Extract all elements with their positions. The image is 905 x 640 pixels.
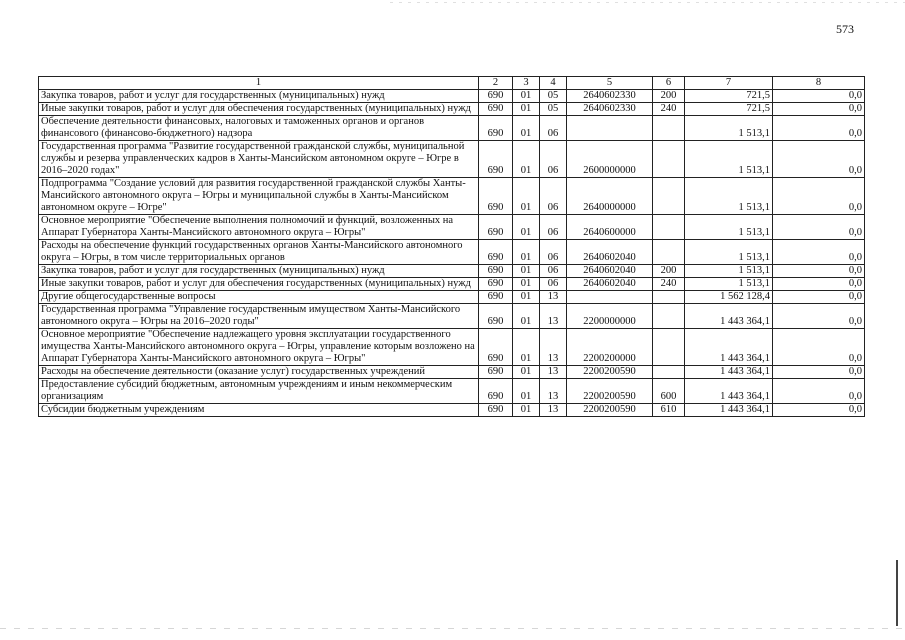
table-row (39, 90, 865, 103)
table-row (39, 379, 865, 404)
row-code-vr (653, 116, 685, 141)
row-code-vr: 610 (653, 404, 685, 417)
row-amount-2: 0,0 (773, 141, 865, 178)
table-row (39, 329, 865, 366)
row-code-csr (567, 116, 653, 141)
table-row (39, 366, 865, 379)
row-code-csr: 2600000000 (567, 141, 653, 178)
row-name: Иные закупки товаров, работ и услуг для обеспечения государственных (муниципальных) нужд (39, 103, 479, 116)
row-amount: 1 513,1 (685, 215, 773, 240)
row-name: Другие общегосударственные вопросы (39, 291, 479, 304)
row-amount-2: 0,0 (773, 379, 865, 404)
row-amount-2: 0,0 (773, 404, 865, 417)
row-code-vr (653, 291, 685, 304)
row-code-csr: 2640602330 (567, 103, 653, 116)
table-body (39, 90, 865, 417)
row-amount: 1 513,1 (685, 116, 773, 141)
row-code-pr: 13 (540, 329, 567, 366)
row-code-ved: 690 (479, 90, 513, 103)
row-name: Основное мероприятие "Обеспечение надлежащего уровня эксплуатации государственного имущества Ханты-Мансийского автономного округа – Югры, управление которым возложено на Аппарат Губернатора Ханты-Мансийского автономного округа – Югры" (39, 329, 479, 366)
row-code-rz: 01 (513, 265, 540, 278)
row-code-pr: 13 (540, 379, 567, 404)
row-code-pr: 06 (540, 240, 567, 265)
row-name: Иные закупки товаров, работ и услуг для обеспечения государственных (муниципальных) нужд (39, 278, 479, 291)
row-code-ved: 690 (479, 329, 513, 366)
column-header: 2 (479, 77, 513, 90)
row-amount: 1 513,1 (685, 278, 773, 291)
row-code-rz: 01 (513, 366, 540, 379)
row-code-ved: 690 (479, 141, 513, 178)
row-code-ved: 690 (479, 291, 513, 304)
row-code-csr: 2200200590 (567, 404, 653, 417)
column-header: 3 (513, 77, 540, 90)
column-header: 6 (653, 77, 685, 90)
row-code-pr: 13 (540, 366, 567, 379)
row-amount: 1 562 128,4 (685, 291, 773, 304)
row-code-rz: 01 (513, 329, 540, 366)
scan-artifact-bottom (0, 628, 905, 629)
row-name: Основное мероприятие "Обеспечение выполнения полномочий и функций, возложенных на Аппарат Губернатора Ханты-Мансийского автономного округа – Югры" (39, 215, 479, 240)
row-amount-2: 0,0 (773, 90, 865, 103)
row-code-ved: 690 (479, 304, 513, 329)
row-code-ved: 690 (479, 240, 513, 265)
scan-artifact-top (390, 2, 905, 3)
row-code-rz: 01 (513, 215, 540, 240)
row-code-ved: 690 (479, 178, 513, 215)
row-code-ved: 690 (479, 366, 513, 379)
table-row (39, 141, 865, 178)
row-amount-2: 0,0 (773, 240, 865, 265)
table-row (39, 291, 865, 304)
row-code-ved: 690 (479, 215, 513, 240)
budget-table (38, 76, 865, 417)
table-row (39, 103, 865, 116)
row-amount-2: 0,0 (773, 329, 865, 366)
column-header: 8 (773, 77, 865, 90)
row-code-pr: 06 (540, 278, 567, 291)
row-code-ved: 690 (479, 265, 513, 278)
table-row (39, 404, 865, 417)
table-row (39, 178, 865, 215)
row-code-vr (653, 178, 685, 215)
row-code-csr (567, 291, 653, 304)
row-amount-2: 0,0 (773, 215, 865, 240)
row-code-rz: 01 (513, 178, 540, 215)
column-header: 4 (540, 77, 567, 90)
row-code-vr: 600 (653, 379, 685, 404)
row-code-vr: 240 (653, 278, 685, 291)
row-amount: 1 513,1 (685, 240, 773, 265)
row-amount: 721,5 (685, 90, 773, 103)
row-name: Закупка товаров, работ и услуг для государственных (муниципальных) нужд (39, 90, 479, 103)
row-name: Расходы на обеспечение функций государственных органов Ханты-Мансийского автономного округа – Югры, в том числе территориальных органов (39, 240, 479, 265)
row-amount-2: 0,0 (773, 116, 865, 141)
page-number: 573 (836, 22, 854, 36)
row-code-csr: 2640602040 (567, 265, 653, 278)
row-code-pr: 06 (540, 141, 567, 178)
table-row (39, 116, 865, 141)
row-code-pr: 13 (540, 291, 567, 304)
row-code-vr (653, 240, 685, 265)
row-code-ved: 690 (479, 379, 513, 404)
row-code-rz: 01 (513, 404, 540, 417)
row-code-vr (653, 141, 685, 178)
table-row (39, 304, 865, 329)
scan-artifact-right (896, 560, 898, 626)
row-code-ved: 690 (479, 116, 513, 141)
row-name: Предоставление субсидий бюджетным, автономным учреждениям и иным некоммерческим организациям (39, 379, 479, 404)
row-code-ved: 690 (479, 278, 513, 291)
row-code-vr (653, 304, 685, 329)
row-amount: 1 443 364,1 (685, 366, 773, 379)
row-name: Закупка товаров, работ и услуг для государственных (муниципальных) нужд (39, 265, 479, 278)
row-code-rz: 01 (513, 90, 540, 103)
row-amount: 1 443 364,1 (685, 304, 773, 329)
row-amount: 1 513,1 (685, 178, 773, 215)
column-header: 7 (685, 77, 773, 90)
header-row (39, 77, 865, 90)
row-name: Государственная программа "Управление государственным имуществом Ханты-Мансийского автономного округа – Югры на 2016–2020 годы" (39, 304, 479, 329)
row-amount: 1 443 364,1 (685, 329, 773, 366)
row-amount: 1 513,1 (685, 141, 773, 178)
column-header: 5 (567, 77, 653, 90)
row-code-csr: 2200200590 (567, 366, 653, 379)
column-header: 1 (39, 77, 479, 90)
table-row (39, 240, 865, 265)
row-name: Расходы на обеспечение деятельности (оказание услуг) государственных учреждений (39, 366, 479, 379)
row-code-vr: 240 (653, 103, 685, 116)
row-name: Подпрограмма "Создание условий для развития государственной гражданской службы Ханты-Мансийского автономного округа – Югры и муниципальной службы в Ханты-Мансийском автономном округе – Югре" (39, 178, 479, 215)
row-amount-2: 0,0 (773, 291, 865, 304)
row-amount-2: 0,0 (773, 178, 865, 215)
row-code-csr: 2640602040 (567, 278, 653, 291)
row-code-rz: 01 (513, 304, 540, 329)
row-code-pr: 06 (540, 178, 567, 215)
row-name: Субсидии бюджетным учреждениям (39, 404, 479, 417)
row-code-csr: 2640600000 (567, 215, 653, 240)
row-code-csr: 2200000000 (567, 304, 653, 329)
row-code-csr: 2640602040 (567, 240, 653, 265)
row-code-rz: 01 (513, 278, 540, 291)
row-code-rz: 01 (513, 116, 540, 141)
row-code-rz: 01 (513, 141, 540, 178)
table-row (39, 278, 865, 291)
row-code-vr: 200 (653, 265, 685, 278)
row-code-rz: 01 (513, 291, 540, 304)
row-code-vr: 200 (653, 90, 685, 103)
table-row (39, 215, 865, 240)
row-code-csr: 2640602330 (567, 90, 653, 103)
row-code-csr: 2200200590 (567, 379, 653, 404)
row-amount-2: 0,0 (773, 366, 865, 379)
row-code-pr: 13 (540, 304, 567, 329)
row-code-pr: 13 (540, 404, 567, 417)
row-code-vr (653, 366, 685, 379)
row-code-rz: 01 (513, 103, 540, 116)
row-amount-2: 0,0 (773, 278, 865, 291)
row-code-pr: 06 (540, 215, 567, 240)
row-code-vr (653, 329, 685, 366)
row-code-pr: 05 (540, 90, 567, 103)
row-amount: 1 443 364,1 (685, 404, 773, 417)
row-code-pr: 06 (540, 116, 567, 141)
row-amount-2: 0,0 (773, 103, 865, 116)
row-name: Обеспечение деятельности финансовых, налоговых и таможенных органов и органов финансового (финансово-бюджетного) надзора (39, 116, 479, 141)
row-code-rz: 01 (513, 240, 540, 265)
row-amount-2: 0,0 (773, 304, 865, 329)
row-code-csr: 2640000000 (567, 178, 653, 215)
row-name: Государственная программа "Развитие государственной гражданской службы, муниципальной службы и резерва управленческих кадров в Ханты-Мансийском автономном округе – Югре в 2016–2020 годах" (39, 141, 479, 178)
row-code-ved: 690 (479, 404, 513, 417)
row-code-pr: 05 (540, 103, 567, 116)
row-amount: 1 443 364,1 (685, 379, 773, 404)
row-amount: 1 513,1 (685, 265, 773, 278)
row-code-ved: 690 (479, 103, 513, 116)
row-amount-2: 0,0 (773, 265, 865, 278)
row-code-csr: 2200200000 (567, 329, 653, 366)
table-row (39, 265, 865, 278)
row-code-pr: 06 (540, 265, 567, 278)
row-amount: 721,5 (685, 103, 773, 116)
row-code-vr (653, 215, 685, 240)
row-code-rz: 01 (513, 379, 540, 404)
